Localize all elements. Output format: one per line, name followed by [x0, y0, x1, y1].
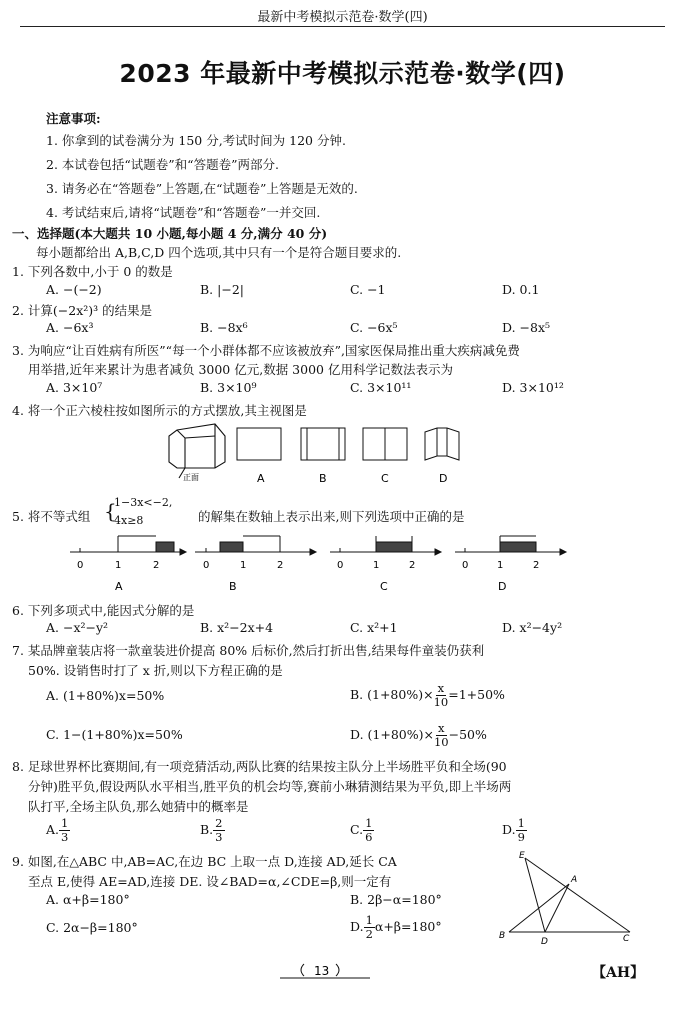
view-label-d: D	[439, 472, 448, 485]
q8-option-b: B. $\frac{2}{3}$	[200, 816, 223, 844]
front-label: 正面	[183, 473, 199, 482]
q7-option-a: A. (1+80%)x=50%	[46, 688, 165, 703]
q7-option-c: C. 1−(1+80%)x=50%	[46, 727, 183, 742]
q6-option-b: B. x²−2x+4	[200, 620, 274, 635]
q3-line: 3. 为响应“让百姓病有所医”“每一个小群体都不应该被放弃”,国家医保局推出重大疾病减免费	[12, 343, 520, 358]
q1-option-c: C. −1	[350, 282, 386, 297]
q9-triangle-figure	[495, 848, 640, 948]
q8-line: 分钟)胜平负,假设两队水平相当,胜平负的机会均等,赛前小琳猜测结果为平负,即上半场两	[28, 779, 512, 794]
q1-option-a: A. −(−2)	[46, 282, 102, 297]
q5-inequality-2: 4x≥8	[114, 514, 144, 527]
q3-line: 用举措,近年来累计为患者减负 3000 亿元,数据 3000 亿用科学记数法表示为	[28, 362, 453, 377]
q3-option-c: C. 3×10¹¹	[350, 380, 412, 395]
svg-text:0: 0	[337, 560, 344, 571]
q6-stem: 6. 下列多项式中,能因式分解的是	[12, 603, 195, 618]
q4-figure	[165, 420, 475, 488]
running-header: 最新中考模拟示范卷·数学(四)	[257, 10, 428, 25]
notice-item: 2. 本试卷包括“试题卷”和“答题卷”两部分.	[46, 157, 279, 172]
q3-option-d: D. 3×10¹²	[502, 380, 564, 395]
view-label-b: B	[319, 472, 327, 485]
q9-line: 9. 如图,在△ABC 中,AB=AC,在边 BC 上取一点 D,连接 AD,延长 CA	[12, 854, 397, 869]
q8-option-d: D. $\frac{1}{9}$	[502, 816, 525, 844]
q8-line: 队打平,全场主队负,那么她猜中的概率是	[28, 799, 249, 814]
svg-text:1: 1	[497, 560, 504, 571]
q1-option-b: B. |−2|	[200, 282, 244, 297]
view-option-a-shape	[237, 428, 281, 460]
q6-option-c: C. x²+1	[350, 620, 398, 635]
region-mark: 【AH】	[592, 965, 645, 981]
q5-inequality-1: 1−3x<−2,	[114, 496, 173, 509]
q5-label-b: B	[229, 580, 237, 593]
q6-option-a: A. −x²−y²	[46, 620, 109, 635]
svg-text:1: 1	[240, 560, 247, 571]
q5-label-a: A	[115, 580, 123, 593]
section-intro: 每小题都给出 A,B,C,D 四个选项,其中只有一个是符合题目要求的.	[36, 245, 402, 260]
point-a: A	[571, 875, 578, 885]
notice-item: 4. 考试结束后,请将“试题卷”和“答题卷”一并交回.	[46, 205, 321, 220]
point-c: C	[623, 934, 630, 944]
q2-option-a: A. −6x³	[46, 320, 94, 335]
view-option-d-shape	[425, 428, 459, 460]
q5-stem-post: 的解集在数轴上表示出来,则下列选项中正确的是	[198, 509, 465, 524]
q5-b-shade	[220, 542, 243, 552]
q5-d-shade	[500, 542, 536, 552]
point-e: E	[519, 851, 525, 861]
q5-label-c: C	[380, 580, 388, 593]
svg-text:2: 2	[533, 560, 540, 571]
notice-item: 3. 请务必在“答题卷”上答题,在“试题卷”上答题是无效的.	[46, 181, 358, 196]
svg-text:2: 2	[153, 560, 160, 571]
q9-option-d: D. $\frac{1}{2}$ α+β=180°	[350, 913, 442, 941]
q5-stem-pre: 5. 将不等式组	[12, 509, 91, 524]
q6-option-d: D. x²−4y²	[502, 620, 563, 635]
brace: {	[104, 499, 117, 523]
q1-option-d: D. 0.1	[502, 282, 540, 297]
svg-text:0: 0	[77, 560, 84, 571]
q1-stem: 1. 下列各数中,小于 0 的数是	[12, 264, 173, 279]
q2-option-b: B. −8x⁶	[200, 320, 248, 335]
header-rule	[20, 26, 665, 27]
view-label-a: A	[257, 472, 265, 485]
svg-text:2: 2	[277, 560, 284, 571]
q4-stem: 4. 将一个正六棱柱按如图所示的方式摆放,其主视图是	[12, 403, 307, 418]
svg-text:0: 0	[462, 560, 469, 571]
q9-option-c: C. 2α−β=180°	[46, 920, 138, 935]
q7-line: 7. 某品牌童装店将一款童装进价提高 80% 后标价,然后打折出售,结果每件童装仍获利	[12, 643, 485, 658]
q8-option-a: A. $\frac{1}{3}$	[46, 816, 69, 844]
q5-a-shade	[156, 542, 174, 552]
notice-item: 1. 你拿到的试卷满分为 150 分,考试时间为 120 分钟.	[46, 133, 346, 148]
svg-text:0: 0	[203, 560, 210, 571]
section-heading: 一、选择题(本大题共 10 小题,每小题 4 分,满分 40 分)	[12, 226, 328, 241]
q5-label-d: D	[498, 580, 507, 593]
q8-option-c: C. $\frac{1}{6}$	[350, 816, 373, 844]
q7-line: 50%. 设销售时打了 x 折,则以下方程正确的是	[28, 663, 283, 678]
svg-text:2: 2	[409, 560, 416, 571]
q9-line: 至点 E,使得 AE=AD,连接 DE. 设∠BAD=α,∠CDE=β,则一定有	[28, 874, 392, 889]
q5-c-shade	[376, 542, 412, 552]
q7-option-b: B. (1+80%)× $\frac{x}{10}$ =1+50%	[350, 681, 505, 709]
point-d: D	[541, 937, 548, 947]
hexagonal-prism-figure	[169, 424, 225, 478]
q2-option-c: C. −6x⁵	[350, 320, 398, 335]
q7-option-d: D. (1+80%)× $\frac{x}{10}$ −50%	[350, 721, 487, 749]
q3-option-a: A. 3×10⁷	[46, 380, 103, 395]
page-number: 13	[314, 964, 330, 978]
q3-option-b: B. 3×10⁹	[200, 380, 257, 395]
page-number-box	[270, 958, 380, 982]
svg-text:1: 1	[373, 560, 380, 571]
exam-title: 2023 年最新中考模拟示范卷·数学(四)	[119, 59, 566, 88]
view-label-c: C	[381, 472, 389, 485]
view-option-c-shape	[363, 428, 407, 460]
svg-text:1: 1	[115, 560, 122, 571]
q8-line: 8. 足球世界杯比赛期间,有一项竞猜活动,两队比赛的结果按主队分上半场胜平负和全场(90	[12, 759, 507, 774]
q9-option-b: B. 2β−α=180°	[350, 892, 442, 907]
q2-stem: 2. 计算(−2x²)³ 的结果是	[12, 303, 153, 318]
q2-option-d: D. −8x⁵	[502, 320, 551, 335]
q9-option-a: A. α+β=180°	[46, 892, 130, 907]
point-b: B	[499, 931, 506, 941]
q5-number-lines	[60, 530, 570, 600]
view-option-b-shape	[301, 428, 345, 460]
notice-heading: 注意事项:	[46, 111, 101, 126]
